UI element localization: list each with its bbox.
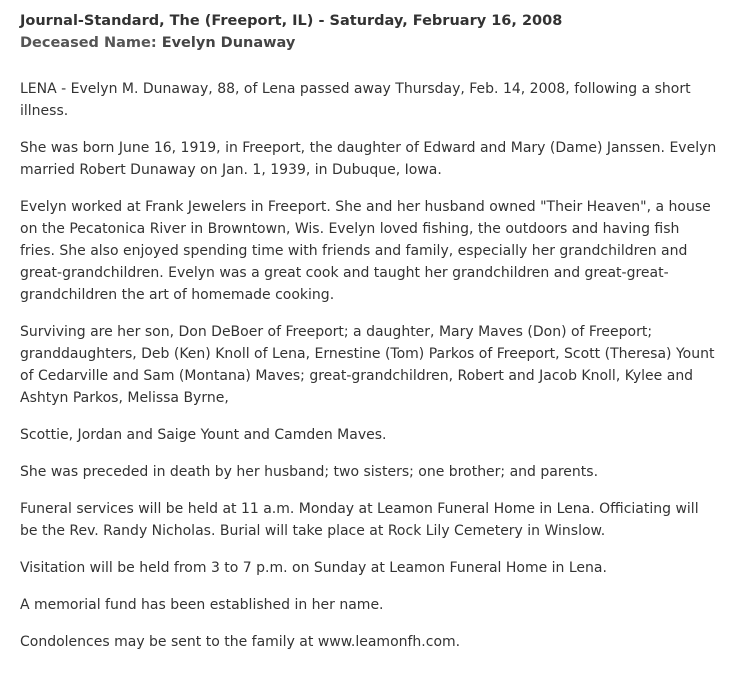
publication-date: Saturday, February 16, 2008 <box>329 13 563 29</box>
paragraph-birth: She was born June 16, 1919, in Freeport, the daughter of Edward and Mary (Dame) Janssen. Evelyn married Robert Dunaway on Jan. 1, 1939, in Dubuque, Iowa. <box>20 140 717 178</box>
deceased-name: Evelyn Dunaway <box>161 35 296 51</box>
header-separator: - <box>313 13 330 29</box>
paragraph-preceded: She was preceded in death by her husband; two sisters; one brother; and parents. <box>20 464 599 480</box>
paragraph-funeral: Funeral services will be held at 11 a.m. Monday at Leamon Funeral Home in Lena. Officiating will be the Rev. Randy Nicholas. Burial will take place at Rock Lily Cemetery in Winslow. <box>20 501 699 539</box>
paragraph-memorial: A memorial fund has been established in her name. <box>20 597 384 613</box>
paragraph-condolences: Condolences may be sent to the family at www.leamonfh.com. <box>20 634 461 650</box>
paragraph-intro: LENA - Evelyn M. Dunaway, 88, of Lena passed away Thursday, Feb. 14, 2008, following a short illness. <box>20 81 691 119</box>
deceased-label: Deceased Name: <box>20 35 157 51</box>
paragraph-life: Evelyn worked at Frank Jewelers in Freeport. She and her husband owned "Their Heaven", a house on the Pecatonica River in Browntown, Wis. Evelyn loved fishing, the outdoors and having fish fries. She also enjoyed spending time with friends and family, especially her grandchildren and great-grandchildren. Evelyn was a great cook and taught her grandchildren and great-great-grandchildren the art of homemade cooking. <box>20 199 711 303</box>
deceased-line <box>20 32 718 54</box>
paragraph-survivors-cont: Scottie, Jordan and Saige Yount and Camden Maves. <box>20 427 387 443</box>
obituary-body <box>20 78 718 653</box>
publication-name: Journal-Standard, The (Freeport, IL) <box>20 13 314 29</box>
publication-line <box>20 10 718 32</box>
paragraph-survivors: Surviving are her son, Don DeBoer of Freeport; a daughter, Mary Maves (Don) of Freeport; granddaughters, Deb (Ken) Knoll of Lena, Ernestine (Tom) Parkos of Freeport, Scott (Theresa) Yount of Cedarville and Sam (Montana) Maves; great-grandchildren, Robert and Jacob Knoll, Kylee and Ashtyn Parkos, Melissa Byrne, <box>20 324 715 406</box>
paragraph-visitation: Visitation will be held from 3 to 7 p.m. on Sunday at Leamon Funeral Home in Lena. <box>20 560 607 576</box>
